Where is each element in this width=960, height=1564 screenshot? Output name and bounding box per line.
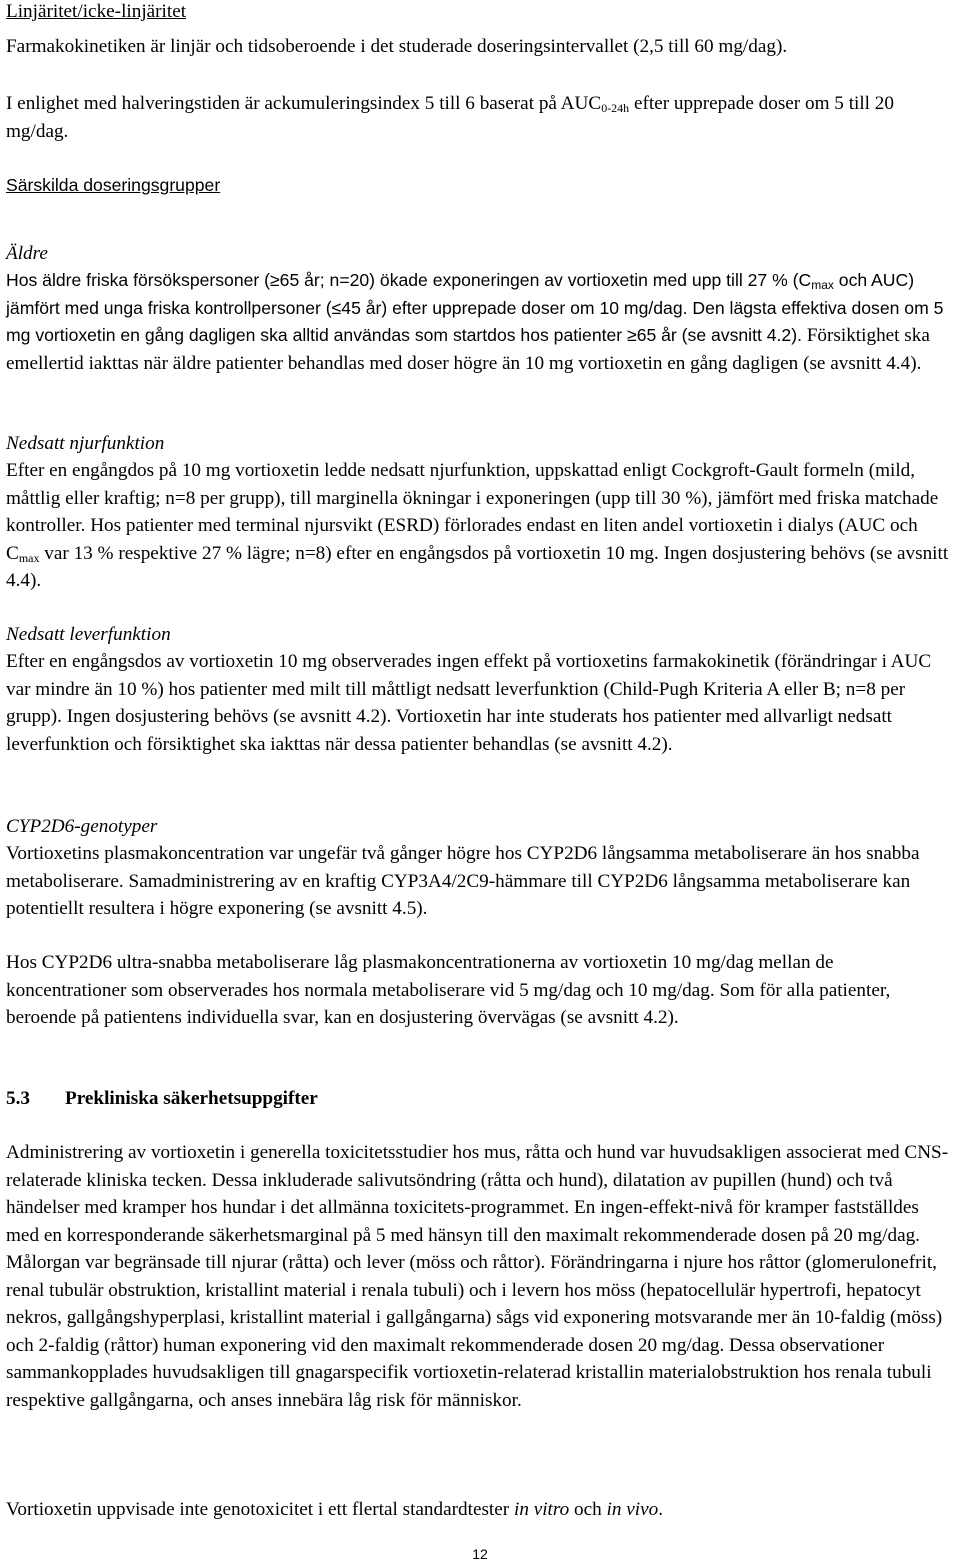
- linearity-p2-text-end: efter upprepade doser om 5 till 20 mg/dag.: [6, 93, 894, 142]
- elderly-text-c: Försiktighet ska emellertid iakttas när äldre patienter behandlas med doser högre än 10 mg vortioxetin en gång dagligen (se avsnitt 4.4).: [6, 325, 930, 374]
- in-vivo-text: in vivo: [606, 1499, 659, 1520]
- period-text: .: [658, 1499, 664, 1520]
- preclinical-paragraph-1: Administrering av vortioxetin i generella toxicitetsstudier hos mus, råtta och hund var huvudsakligen associerat med CNS-relaterade kliniska tecken. Dessa inkluderade salivutsöndring (råtta och hund), dilatation av pupillen (hund) och två händelser med kramper hos hundar i det allmänna toxicitets-programmet. En ingen-effekt-nivå för kramper fastställdes med en korresponderande säkerhetsmarginal på 5 med hänsyn till den maximalt rekommenderade dosen på 20 mg/dag. Målorgan var begränsade till njurar (råtta) och lever (möss och råttor). Förändringarna i njure hos råttor (glomerulonefrit, renal tubulär obstruktion, kristallint material i renala tubuli) och i levern hos möss (hepatocellulär hypertrofi, hepatocyt nekros, gallgångshyperplasi, kristallint material i gallgångarna) sågs vid exponering motsvarande mer än 10-faldig (möss) och 2-faldig (råttor) human exponering vid den maximalt rekommenderade dosen 20 mg/dag. Dessa observationer sammankopplades huvudsakligen till gnagarspecifik vortioxetin-relaterad kristallin materialobstruktion hos renala tubuli respektive gallgångarna, och anses innebära låg risk för människor.: [6, 1142, 949, 1411]
- hepatic-paragraph: Efter en engångsdos av vortioxetin 10 mg observerades ingen effekt på vortioxetins farmakokinetik (förändringar i AUC var mindre än 10 %) hos patienter med milt till måttligt nedsatt leverfunktion (Child-Pugh Kriteria A eller B; n=8 per grupp). Ingen dosjustering behövs (se avsnitt 4.2). Vortioxetin har inte studerats hos patienter med allvarligt nedsatt leverfunktion och försiktighet ska iakttas när dessa patienter behandlas (se avsnitt 4.2).: [6, 651, 932, 755]
- linearity-paragraph-1: Farmakokinetiken är linjär och tidsoberoende i det studerade doseringsintervallet (2,5 till 60 mg/dag).: [6, 36, 788, 57]
- elderly-paragraph: [6, 267, 954, 377]
- section-number: 5.3: [6, 1088, 30, 1109]
- renal-heading: Nedsatt njurfunktion: [6, 433, 165, 454]
- hepatic-heading: Nedsatt leverfunktion: [6, 624, 171, 645]
- renal-text-a: Efter en engångdos på 10 mg vortioxetin ledde nedsatt njurfunktion, uppskattad enligt Cockgroft-Gault formeln (mild, måttlig eller kraftig; n=8 per grupp), till marginella ökningar i exponeringen (upp till 30 %), jämfört med friska matchade kontroller. Hos patienter med terminal njursvikt (ESRD) förlorades endast en liten andel vortioxetin i dialys (AUC och C: [6, 460, 939, 564]
- and-text: och: [569, 1499, 607, 1520]
- renal-cmax-subscript: max: [18, 550, 40, 565]
- special-groups-heading: Särskilda doseringsgrupper: [6, 175, 221, 195]
- cyp2d6-paragraph-2: Hos CYP2D6 ultra-snabba metaboliserare låg plasmakoncentrationerna av vortioxetin 10 mg/dag mellan de koncentrationer som observerades hos normala metaboliserare vid 5 mg/dag och 10 mg/dag. Som för alla patienter, beroende på patientens individuella svar, kan en dosjustering övervägas (se avsnitt 4.2).: [6, 952, 891, 1028]
- renal-paragraph: [6, 457, 954, 595]
- elderly-text-a: Hos äldre friska försökspersoner (≥65 år; n=20) ökade exponeringen av vortioxetin med upp till 27 % (C: [6, 270, 812, 290]
- cmax-subscript: max: [811, 278, 834, 292]
- linearity-heading: Linjäritet/icke-linjäritet: [6, 1, 187, 22]
- linearity-paragraph-2: [6, 90, 936, 145]
- section-title: Prekliniska säkerhetsuppgifter: [65, 1088, 318, 1109]
- page-number: 12: [472, 1546, 488, 1562]
- genotox-text: Vortioxetin uppvisade inte genotoxicitet i ett flertal standardtester: [6, 1499, 514, 1520]
- renal-text-b: var 13 % respektive 27 % lägre; n=8) efter en engångsdos på vortioxetin 10 mg. Ingen dosjustering behövs (se avsnitt 4.4).: [6, 542, 949, 591]
- elderly-heading: Äldre: [6, 243, 48, 264]
- linearity-p2-text: I enlighet med halveringstiden är ackumuleringsindex 5 till 6 baserat på AUC: [6, 93, 602, 114]
- elderly-text-b: och AUC) jämfört med unga friska kontrollpersoner (≤45 år) efter upprepade doser om 10 mg/dag. Den lägsta effektiva dosen om 5 mg vortioxetin en gång dagligen ska alltid användas som startdos hos patienter ≥65 år (se avsnitt 4.2).: [6, 270, 944, 345]
- auc-subscript: 0-24h: [601, 101, 630, 115]
- cyp2d6-heading: CYP2D6-genotyper: [6, 816, 158, 837]
- in-vitro-text: in vitro: [513, 1499, 570, 1520]
- preclinical-paragraph-2: [6, 1496, 954, 1524]
- section-5-3-heading: [6, 1085, 318, 1113]
- cyp2d6-paragraph-1: Vortioxetins plasmakoncentration var ungefär två gånger högre hos CYP2D6 långsamma metaboliserare än hos snabba metaboliserare. Samadministrering av en kraftig CYP3A4/2C9-hämmare till CYP2D6 långsamma metaboliserare kan potentiellt resultera i högre exponering (se avsnitt 4.5).: [6, 843, 920, 919]
